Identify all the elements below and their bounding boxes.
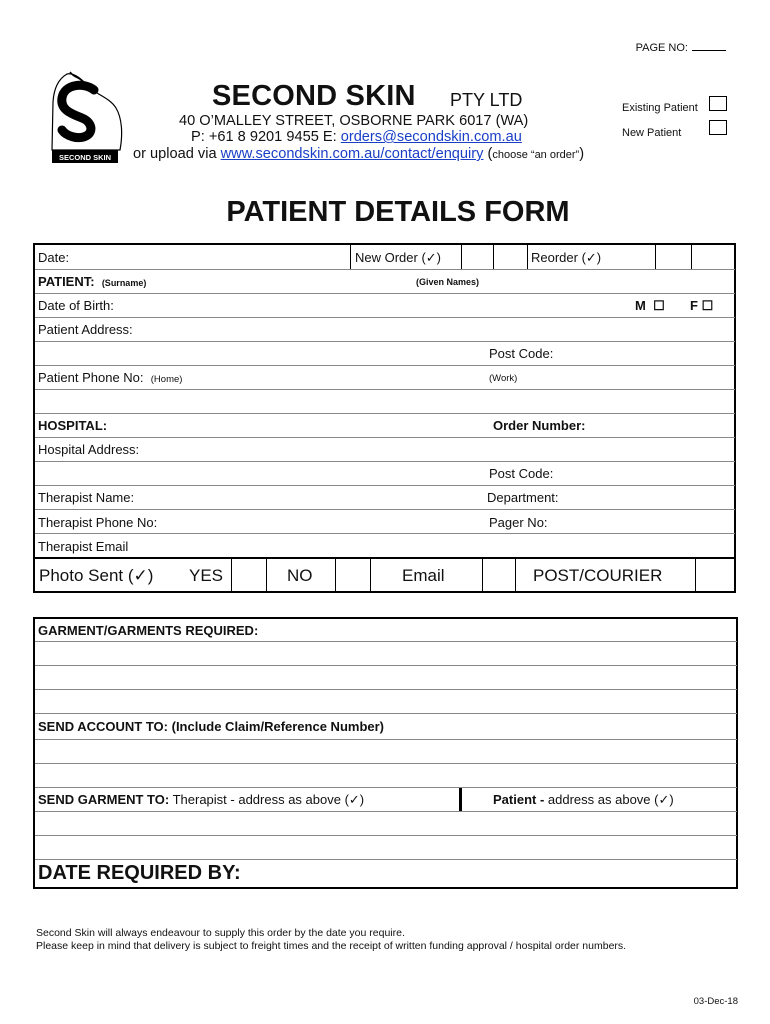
photo-no-checkbox[interactable] [336,560,369,591]
patient-details-box [33,243,736,593]
send-garment-field[interactable] [38,792,364,808]
pager-label: Pager No: [489,515,548,530]
patient-label: PATIENT: [38,274,95,289]
photo-yes-label: YES [189,566,224,585]
upload-prefix: or upload via [133,146,221,162]
phone-text: P: +61 8 9201 9455 E: [191,129,341,145]
photo-no-label: NO [287,566,313,585]
new-patient-label: New Patient [622,127,682,139]
photo-email-checkbox[interactable] [483,560,514,591]
upload-note: choose “an order” [492,149,580,161]
dob-label: Date of Birth: [38,298,114,313]
garment-box [33,617,738,889]
page-number-field [636,41,726,54]
page-no-input-line[interactable] [692,41,726,51]
form-date-code: 03-Dec-18 [693,996,738,1007]
hospital-label: HOSPITAL: [38,418,108,433]
female-checkbox-icon: ☐ [701,298,714,313]
work-label: (Work) [489,373,518,384]
given-names-label: (Given Names) [416,277,480,287]
upload-close: ) [579,146,585,162]
company-name: SECOND SKIN [212,80,416,112]
therapist-phone-label: Therapist Phone No: [38,515,158,530]
footer-line-2: Please keep in mind that delivery is subject to freight times and the receipt of written funding approval / hospital order numbers. [36,940,627,952]
send-garment-therapist: Therapist - address as above (✓) [169,792,365,807]
send-garment-label: SEND GARMENT TO: [38,792,170,807]
photo-email-label: Email [402,566,445,585]
new-order-checkbox[interactable] [462,246,492,268]
upload-link[interactable]: www.secondskin.com.au/contact/enquiry [220,146,484,162]
new-patient-checkbox[interactable] [709,120,727,135]
email-link[interactable]: orders@secondskin.com.au [340,129,522,145]
surname-label: (Surname) [101,278,147,288]
photo-post-checkbox[interactable] [696,560,734,591]
company-contact [191,129,522,145]
new-order-label: New Order (✓) [355,250,442,265]
male-option[interactable] [635,298,665,314]
patient-field[interactable] [38,274,146,289]
date-required-label: DATE REQUIRED BY: [38,862,241,884]
post-code-label-2: Post Code: [489,466,554,481]
upload-line [133,146,584,162]
upload-open: ( [483,146,493,162]
therapist-email-label: Therapist Email [38,539,129,554]
page-no-label: PAGE NO: [635,42,688,54]
form-title: PATIENT DETAILS FORM [226,196,570,228]
photo-yes-checkbox[interactable] [232,560,265,591]
footer-note [36,927,626,953]
home-label: (Home) [150,374,183,385]
photo-post-label: POST/COURIER [533,566,663,585]
company-address: 40 O’MALLEY STREET, OSBORNE PARK 6017 (WA) [179,113,529,129]
patient-phone-label [38,370,182,385]
order-number-label: Order Number: [493,418,586,433]
patient-option-text: address as above (✓) [544,792,674,807]
patient-phone-text: Patient Phone No: [38,370,144,385]
department-label: Department: [487,490,559,505]
therapist-name-label: Therapist Name: [38,490,135,505]
date-label: Date: [38,250,70,265]
female-label: F [690,298,698,313]
logo-text: SECOND SKIN [58,153,112,162]
garments-required-label: GARMENT/GARMENTS REQUIRED: [38,623,259,638]
reorder-label: Reorder (✓) [531,250,602,265]
post-code-label: Post Code: [489,346,554,361]
male-label: M [635,298,646,313]
send-account-label: SEND ACCOUNT TO: (Include Claim/Reference Number) [38,719,384,734]
existing-patient-label: Existing Patient [622,102,698,114]
company-suffix: PTY LTD [450,90,523,110]
existing-patient-checkbox[interactable] [709,96,727,111]
second-skin-logo [50,68,125,166]
female-option[interactable] [690,298,713,314]
reorder-checkbox[interactable] [692,246,734,268]
photo-sent-label: Photo Sent (✓) [39,566,154,585]
patient-address-label: Patient Address: [38,322,133,337]
patient-option-label: Patient - [493,792,545,807]
patient-address-option[interactable] [493,792,674,808]
male-checkbox-icon: ☐ [653,298,665,313]
footer-line-1: Second Skin will always endeavour to supply this order by the date you require. [36,927,405,939]
hospital-address-label: Hospital Address: [38,442,140,457]
